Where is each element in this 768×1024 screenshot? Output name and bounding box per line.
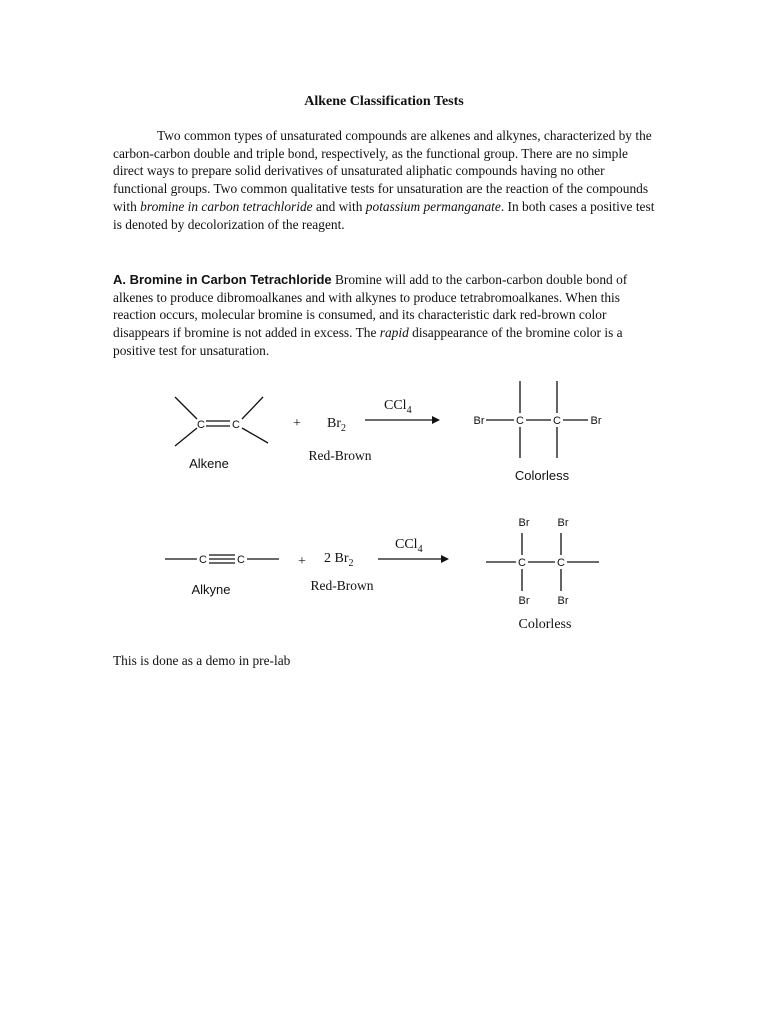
alkene-carbon-1: C bbox=[197, 419, 205, 431]
intro-italic-bromine: bromine in carbon tetrachloride bbox=[140, 198, 313, 214]
alkene-reagent-formula: Br bbox=[327, 416, 341, 431]
alkyne-solvent-subscript: 4 bbox=[417, 544, 423, 555]
alkene-solvent-subscript: 4 bbox=[406, 405, 412, 416]
product2-label: Colorless bbox=[518, 617, 572, 632]
section-a-text-1: Bromine will add to the carbon-carbon double bond of alkenes to produce dibromoalkanes and with alkynes to produce tetrabromoalkanes. When this reaction occurs, molecular bromine is consumed, and its characteristic dark red-brown color disappears if bromine is not added in excess. The bbox=[113, 272, 628, 341]
alkyne-carbon-1: C bbox=[199, 554, 207, 566]
intro-text-3: . In both cases a positive test is denoted by decolorization of the reagent. bbox=[113, 198, 655, 232]
section-a-heading: A. Bromine in Carbon Tetrachloride bbox=[113, 272, 332, 287]
alkene-carbon-2: C bbox=[232, 419, 240, 431]
alkene-label: Alkene bbox=[189, 456, 229, 471]
reaction-arrowhead-1 bbox=[432, 416, 440, 424]
alkyne-reagent-subscript: 2 bbox=[348, 558, 354, 569]
alkene-reagent bbox=[327, 416, 346, 434]
alkyne-solvent bbox=[395, 537, 423, 555]
alkyne-carbon-2: C bbox=[237, 554, 245, 566]
section-a-italic-rapid: rapid bbox=[379, 325, 409, 341]
alkene-solvent bbox=[384, 398, 412, 416]
product1-br-right: Br bbox=[590, 415, 602, 427]
product2-br-top-1: Br bbox=[518, 517, 530, 529]
product1-carbon-2: C bbox=[553, 415, 561, 427]
section-a-text-2: disappearance of the bromine color is a positive test for unsaturation. bbox=[113, 325, 623, 358]
alkene-bond-ll bbox=[175, 428, 197, 446]
reaction-arrowhead-2 bbox=[441, 555, 449, 563]
alkyne-reagent-color: Red-Brown bbox=[310, 578, 374, 593]
alkene-reagent-subscript: 2 bbox=[341, 423, 346, 434]
product2-carbon-1: C bbox=[518, 557, 526, 569]
product1-label: Colorless bbox=[514, 468, 570, 483]
alkene-plus: + bbox=[293, 416, 301, 431]
intro-text-2: and with bbox=[312, 198, 366, 214]
page-title: Alkene Classification Tests bbox=[304, 94, 464, 109]
intro-italic-permanganate: potassium permanganate bbox=[365, 198, 501, 214]
alkene-bond-ul bbox=[175, 397, 197, 419]
alkene-bond-ur bbox=[242, 397, 263, 419]
intro-text-1: Two common types of unsaturated compounds are alkenes and alkynes, characterized by the carbon-carbon double and triple bond, respectively, as the functional group. There are no simple direct ways to prepare solid derivatives of unsaturated aliphatic compounds having no other functional groups. Two common qualitative tests for unsaturation are the reaction of the compounds with bbox=[113, 128, 652, 214]
alkene-reagent-color: Red-Brown bbox=[308, 448, 372, 463]
product2-carbon-2: C bbox=[557, 557, 565, 569]
alkene-bond-lr bbox=[242, 428, 268, 443]
product1-carbon-1: C bbox=[516, 415, 524, 427]
product2-br-bottom-1: Br bbox=[518, 595, 530, 607]
product2-br-bottom-2: Br bbox=[557, 595, 569, 607]
demo-note: This is done as a demo in pre-lab bbox=[113, 653, 291, 668]
alkyne-reagent-formula: 2 Br bbox=[324, 551, 349, 566]
product2-br-top-2: Br bbox=[557, 517, 569, 529]
product1-br-left: Br bbox=[473, 415, 485, 427]
alkyne-reagent bbox=[324, 551, 354, 569]
alkyne-label: Alkyne bbox=[191, 582, 231, 597]
alkyne-plus: + bbox=[298, 554, 306, 569]
alkyne-solvent-formula: CCl bbox=[395, 537, 418, 552]
alkene-solvent-formula: CCl bbox=[384, 398, 407, 413]
